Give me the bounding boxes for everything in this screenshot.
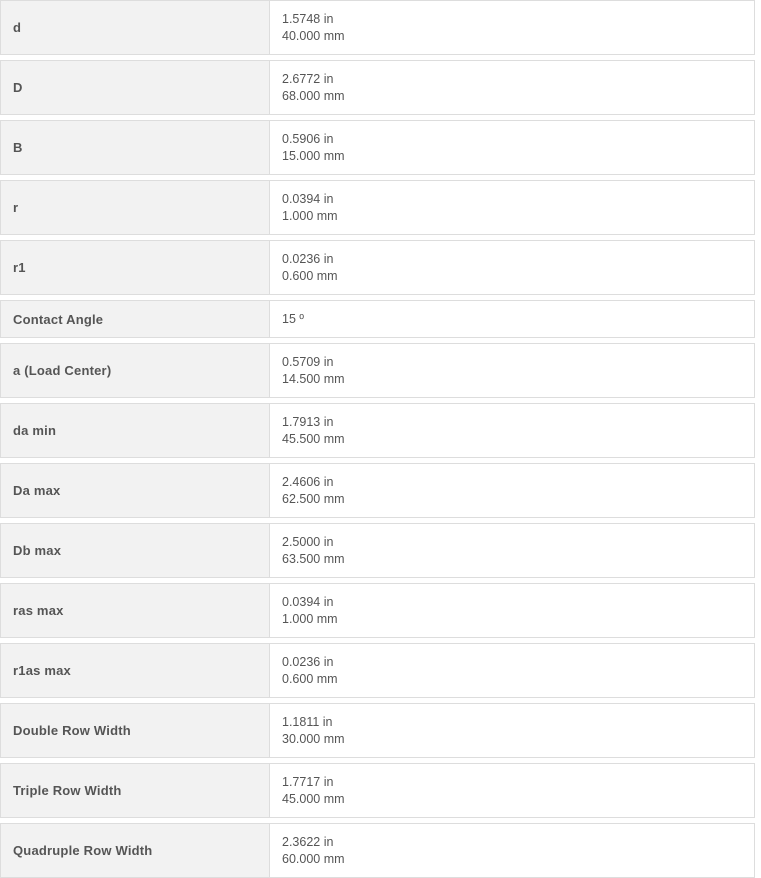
spec-label: a (Load Center) xyxy=(0,343,270,398)
spec-label: r xyxy=(0,180,270,235)
table-row xyxy=(0,300,755,338)
spec-label: Db max xyxy=(0,523,270,578)
table-row xyxy=(0,463,755,518)
spec-value-millimeters: 45.000 mm xyxy=(282,792,345,806)
spec-value-millimeters: 14.500 mm xyxy=(282,372,345,386)
spec-value-millimeters: 1.000 mm xyxy=(282,612,338,626)
spec-value xyxy=(270,583,755,638)
table-row xyxy=(0,0,755,55)
spec-value xyxy=(270,343,755,398)
table-row xyxy=(0,583,755,638)
spec-value-inches: 2.4606 in xyxy=(282,475,334,489)
spec-label: ras max xyxy=(0,583,270,638)
spec-value-inches: 0.5709 in xyxy=(282,355,334,369)
table-row xyxy=(0,180,755,235)
spec-value-inches: 0.0236 in xyxy=(282,655,334,669)
spec-value xyxy=(270,240,755,295)
spec-label: r1as max xyxy=(0,643,270,698)
spec-label: Quadruple Row Width xyxy=(0,823,270,878)
spec-label: r1 xyxy=(0,240,270,295)
table-row xyxy=(0,763,755,818)
spec-value xyxy=(270,763,755,818)
spec-label: Triple Row Width xyxy=(0,763,270,818)
spec-value xyxy=(270,823,755,878)
spec-value-inches: 0.5906 in xyxy=(282,132,334,146)
table-row xyxy=(0,403,755,458)
spec-value-millimeters: 68.000 mm xyxy=(282,89,345,103)
spec-value-millimeters: 60.000 mm xyxy=(282,852,345,866)
spec-value-millimeters: 40.000 mm xyxy=(282,29,345,43)
spec-value-millimeters: 0.600 mm xyxy=(282,269,338,283)
spec-value-millimeters: 45.500 mm xyxy=(282,432,345,446)
table-row xyxy=(0,703,755,758)
spec-value xyxy=(270,60,755,115)
spec-value-millimeters: 62.500 mm xyxy=(282,492,345,506)
spec-value-inches: 2.3622 in xyxy=(282,835,334,849)
spec-value xyxy=(270,300,755,338)
spec-value-inches: 1.1811 in xyxy=(282,715,333,729)
spec-value xyxy=(270,463,755,518)
spec-label: Double Row Width xyxy=(0,703,270,758)
spec-value-inches: 15 º xyxy=(282,312,304,326)
table-row xyxy=(0,523,755,578)
table-row xyxy=(0,60,755,115)
spec-value-millimeters: 15.000 mm xyxy=(282,149,345,163)
spec-value-inches: 0.0394 in xyxy=(282,192,334,206)
table-row xyxy=(0,343,755,398)
spec-value-millimeters: 30.000 mm xyxy=(282,732,345,746)
spec-label: d xyxy=(0,0,270,55)
spec-value xyxy=(270,643,755,698)
spec-value-inches: 1.7913 in xyxy=(282,415,334,429)
spec-value-inches: 2.5000 in xyxy=(282,535,334,549)
spec-value-millimeters: 0.600 mm xyxy=(282,672,338,686)
spec-value-millimeters: 63.500 mm xyxy=(282,552,345,566)
spec-value-inches: 0.0236 in xyxy=(282,252,334,266)
spec-label: Da max xyxy=(0,463,270,518)
spec-value xyxy=(270,0,755,55)
spec-value-inches: 1.7717 in xyxy=(282,775,334,789)
spec-value xyxy=(270,180,755,235)
table-row xyxy=(0,240,755,295)
spec-value-inches: 0.0394 in xyxy=(282,595,334,609)
spec-value-inches: 2.6772 in xyxy=(282,72,334,86)
spec-value-inches: 1.5748 in xyxy=(282,12,334,26)
spec-label: D xyxy=(0,60,270,115)
spec-value-millimeters: 1.000 mm xyxy=(282,209,338,223)
spec-label: Contact Angle xyxy=(0,300,270,338)
spec-label: da min xyxy=(0,403,270,458)
spec-label: B xyxy=(0,120,270,175)
spec-value xyxy=(270,120,755,175)
spec-value xyxy=(270,703,755,758)
spec-value xyxy=(270,523,755,578)
table-row xyxy=(0,643,755,698)
table-row xyxy=(0,120,755,175)
spec-value xyxy=(270,403,755,458)
table-row xyxy=(0,823,755,878)
